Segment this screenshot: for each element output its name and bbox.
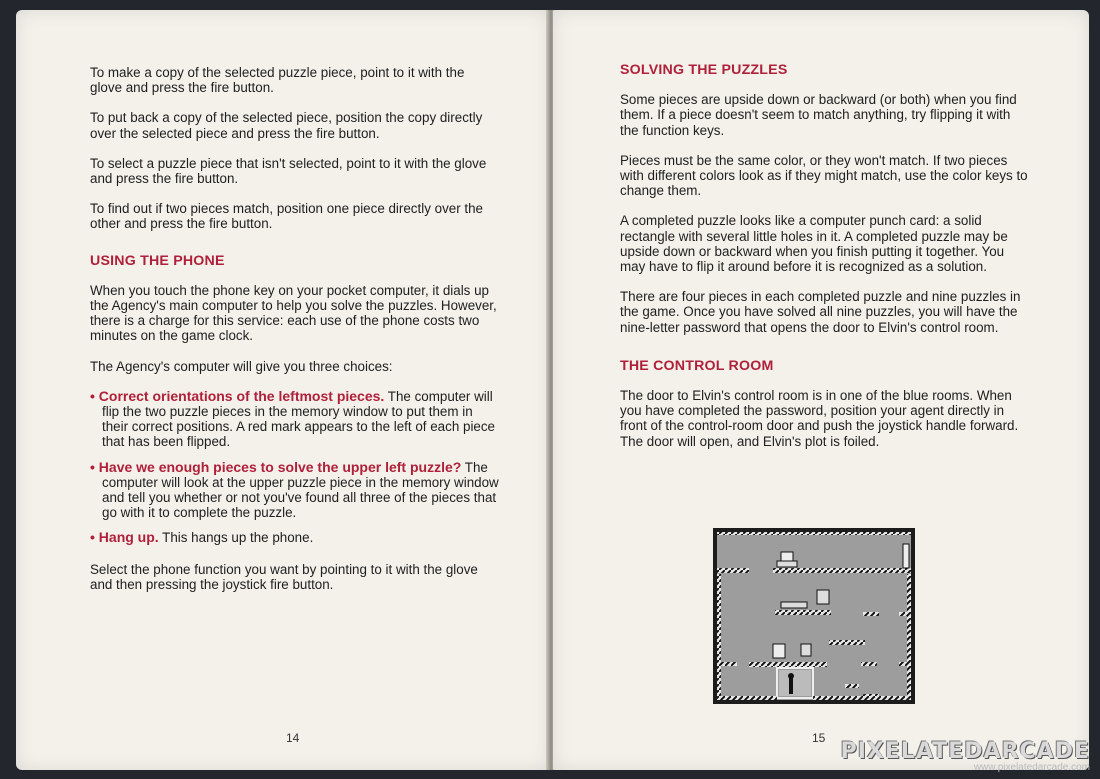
bullet-text: The computer will look at the upper puzzle piece in the memory window and tell you whether or not you've found all three of the pieces that go with it to complete the puzzle. bbox=[102, 459, 499, 521]
platform bbox=[717, 568, 749, 573]
paragraph: A completed puzzle looks like a computer punch card: a solid rectangle with several little holes in it. A completed puzzle may be upside down or backward when you finish putting it together. You may have to flip it around before it is recognized as a solution. bbox=[620, 213, 1008, 275]
section-heading-solving: SOLVING THE PUZZLES bbox=[620, 62, 788, 78]
choices-intro: The Agency's computer will give you three choices: bbox=[90, 358, 393, 374]
closing-paragraph: Select the phone function you want by pointing to it with the glove and then pressing the joystick fire button. bbox=[90, 561, 478, 592]
platform bbox=[775, 610, 831, 615]
section-heading-phone: USING THE PHONE bbox=[90, 252, 225, 269]
paragraph: Pieces must be the same color, or they won't match. If two pieces with different colors look as if they might match, use the color keys to change them. bbox=[620, 152, 1028, 199]
bullet-heading: Correct orientations of the leftmost pieces. bbox=[98, 387, 385, 404]
page-number: 15 bbox=[812, 731, 826, 745]
paragraph: There are four pieces in each completed puzzle and nine puzzles in the game. Once you have solved all nine puzzles, you will have the nine-letter password that opens the door to Elvin's control room. bbox=[620, 289, 1021, 335]
bullet-heading: Hang up. bbox=[98, 529, 159, 546]
watermark bbox=[841, 739, 1090, 773]
bullet-text: This hangs up the phone. bbox=[158, 530, 314, 546]
bullet-item bbox=[90, 530, 500, 545]
paragraph: To find out if two pieces match, position one piece directly over the other and press the fire button. bbox=[90, 201, 484, 232]
furniture-icon bbox=[773, 644, 785, 658]
bullet-text: The computer will flip the two puzzle pieces in the memory window to put them in their correct positions. A red mark appears to the left of each piece that has been flipped. bbox=[102, 388, 496, 450]
paragraph: To put back a copy of the selected piece, position the copy directly over the selected piece and press the fire button. bbox=[90, 110, 483, 141]
left-column bbox=[90, 65, 500, 607]
paragraph: To select a puzzle piece that isn't selected, point to it with the glove and press the fire button. bbox=[90, 155, 487, 187]
paragraph: Some pieces are upside down or backward (or both) when you find them. If a piece doesn't seem to match anything, try flipping it with the function keys. bbox=[620, 92, 1017, 138]
bullet-dot-icon: • bbox=[90, 529, 99, 546]
robot-icon bbox=[817, 590, 829, 604]
phone-intro: When you touch the phone key on your pocket computer, it dials up the Agency's main computer to help you solve the puzzles. However, there is a charge for this service: each use of the phone costs two minutes on the game clock. bbox=[90, 282, 497, 344]
platform bbox=[773, 568, 911, 573]
bullet-heading: Have we enough pieces to solve the upper left puzzle? bbox=[98, 458, 462, 475]
bullet-dot-icon: • bbox=[90, 387, 99, 404]
game-scene-illustration bbox=[713, 528, 915, 704]
bullet-item bbox=[90, 460, 500, 521]
watermark-url: www.pixelatedarcade.com bbox=[973, 762, 1090, 773]
agent-icon bbox=[789, 678, 793, 694]
watermark-title: PIXELATEDARCADE bbox=[840, 739, 1090, 764]
right-column bbox=[620, 63, 1030, 464]
section-heading-control-room: THE CONTROL ROOM bbox=[620, 357, 774, 374]
terminal-icon bbox=[781, 552, 793, 561]
page-number: 14 bbox=[286, 731, 300, 745]
left-page bbox=[16, 10, 549, 770]
paragraph: To make a copy of the selected puzzle piece, point to it with the glove and press the fire button. bbox=[90, 65, 465, 96]
bullet-item bbox=[90, 389, 500, 450]
right-page bbox=[553, 10, 1089, 770]
game-screenshot bbox=[713, 528, 915, 704]
control-paragraph: The door to Elvin's control room is in one of the blue rooms. When you have completed the password, position your agent directly in front of the control-room door and push the joystick handle forward. The door will open, and Elvin's plot is foiled. bbox=[620, 388, 1019, 449]
bullet-dot-icon: • bbox=[90, 458, 99, 475]
